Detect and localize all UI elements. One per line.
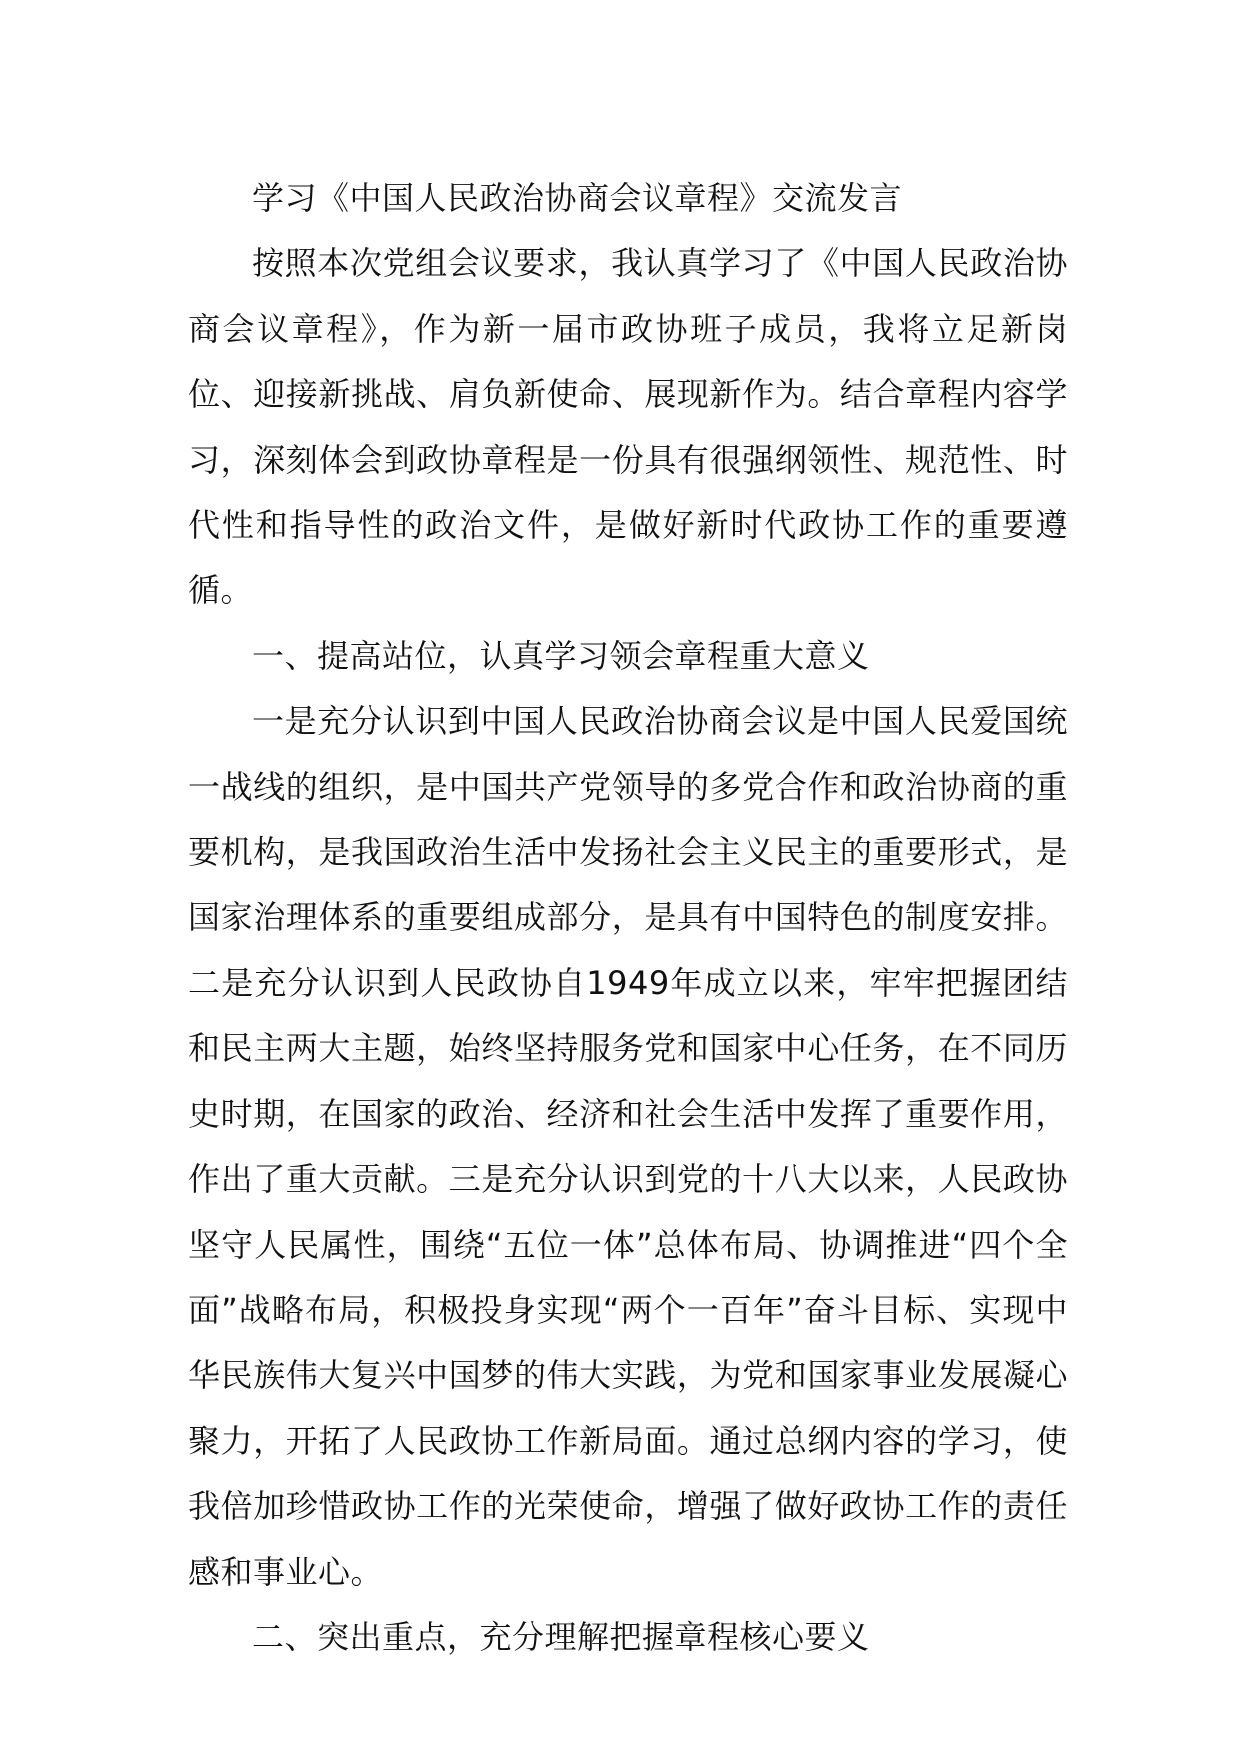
section-heading-2: 二、突出重点，充分理解把握章程核心要义 <box>252 1617 870 1656</box>
document-body <box>188 166 1068 1670</box>
body-paragraph: 一是充分认识到中国人民政治协商会议是中国人民爱国统一战线的组织，是中国共产党领导的多党合作和政治协商的重要机构，是我国政治生活中发扬社会主义民主的重要形式，是国家治理体系的重要组成部分，是具有中国特色的制度安排。二是充分认识到人民政协自1949年成立以来，牢牢把握团结和民主两大主题，始终坚持服务党和国家中心任务，在不同历史时期，在国家的政治、经济和社会生活中发挥了重要作用，作出了重大贡献。三是充分认识到党的十八大以来，人民政协坚守人民属性，围绕“五位一体”总体布局、协调推进“四个全面”战略布局，积极投身实现“两个一百年”奋斗目标、实现中华民族伟大复兴中国梦的伟大实践，为党和国家事业发展凝心聚力，开拓了人民政协工作新局面。通过总纲内容的学习，使我倍加珍惜政协工作的光荣使命，增强了做好政协工作的责任感和事业心。 <box>188 702 1068 1591</box>
section-heading-1: 一、提高站位，认真学习领会章程重大意义 <box>252 636 870 675</box>
document-title: 学习《中国人民政治协商会议章程》交流发言 <box>252 179 903 217</box>
intro-paragraph: 按照本次党组会议要求，我认真学习了《中国人民政治协商会议章程》，作为新一届市政协班子成员，我将立足新岗位、迎接新挑战、肩负新使命、展现新作为。结合章程内容学习，深刻体会到政协章程是一份具有很强纲领性、规范性、时代性和指导性的政治文件，是做好新时代政协工作的重要遵循。 <box>188 244 1068 610</box>
